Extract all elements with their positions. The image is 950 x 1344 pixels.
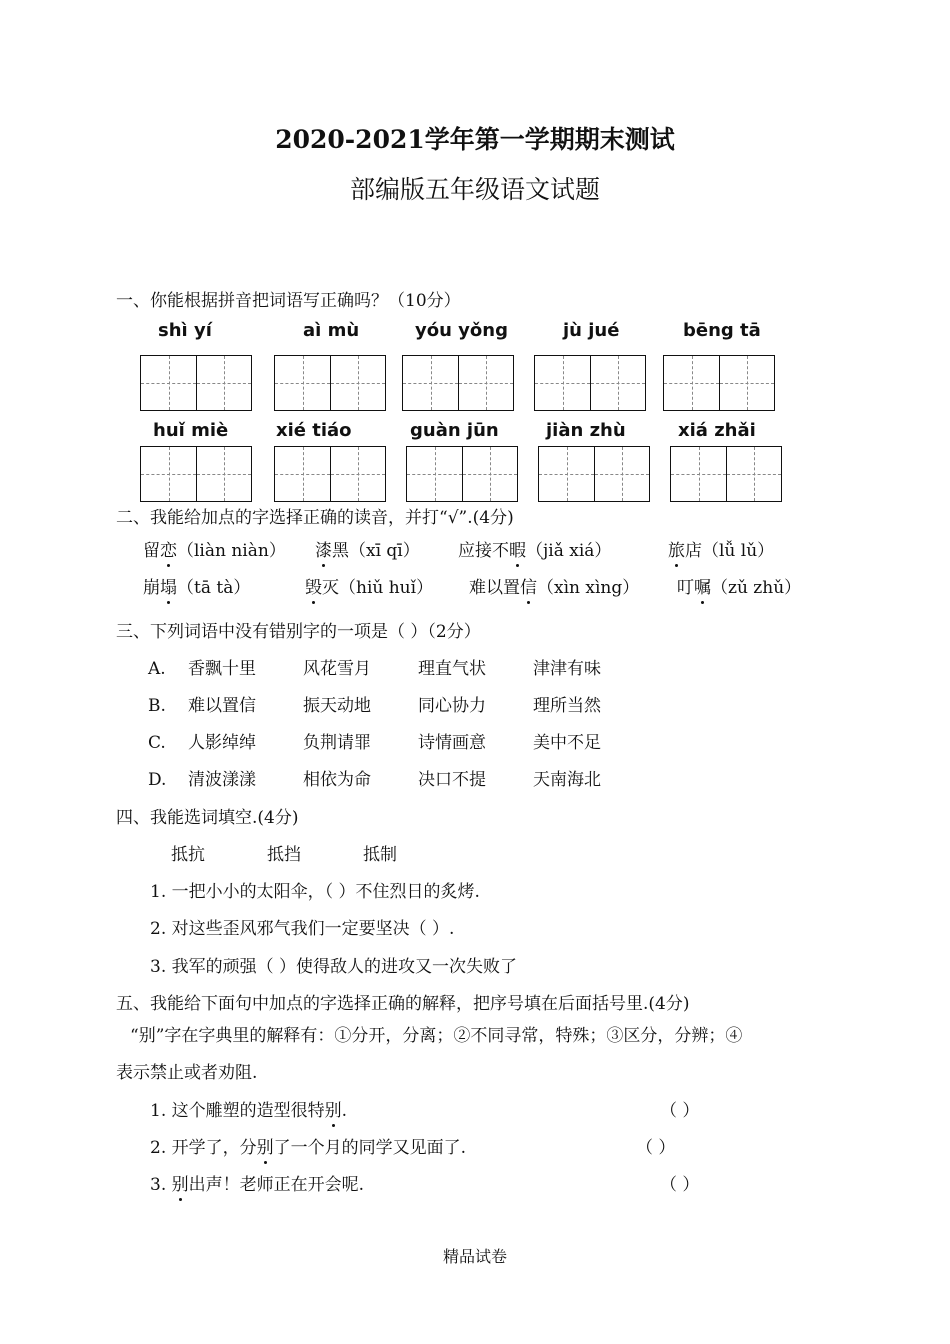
reading-options[interactable]: （lǚ lǔ） bbox=[702, 541, 775, 561]
reading-options[interactable]: （zǔ zhǔ） bbox=[711, 578, 802, 598]
option-word: 风花雪月 bbox=[303, 659, 371, 679]
writing-grid[interactable] bbox=[534, 355, 646, 411]
option-row[interactable] bbox=[148, 691, 648, 716]
pinyin-label: guàn jūn bbox=[410, 420, 499, 441]
reading-item: 应接不暇（jiǎ xiá） bbox=[458, 541, 612, 561]
q5-sentence: 3. 别出声！老师正在开会呢. bbox=[150, 1175, 365, 1195]
option-word: 负荆请罪 bbox=[303, 733, 371, 753]
exam-title: 2020-2021学年第一学期期末测试 bbox=[275, 125, 675, 154]
dotted-char: 旅 bbox=[668, 541, 685, 561]
definition-text: “别”字在字典里的解释有：①分开，分离；②不同寻常，特殊；③区分，分辨；④ bbox=[130, 1026, 743, 1046]
q1-heading: 一、你能根据拼音把词语写正确吗？（10分） bbox=[116, 291, 461, 311]
writing-grid[interactable] bbox=[140, 355, 252, 411]
dotted-char: 暇 bbox=[509, 541, 526, 561]
reading-options[interactable]: （liàn niàn） bbox=[177, 541, 286, 561]
word-choice: 抵抗 bbox=[171, 845, 205, 865]
option-word: 振天动地 bbox=[303, 696, 371, 716]
word-choice: 抵制 bbox=[363, 845, 397, 865]
reading-item: 难以置信（xìn xìng） bbox=[469, 578, 640, 598]
dotted-char: 毁 bbox=[305, 578, 322, 598]
option-word: 难以置信 bbox=[188, 696, 256, 716]
answer-blank[interactable]: （ ） bbox=[660, 1175, 700, 1195]
option-word: 人影绰绰 bbox=[188, 733, 256, 753]
q5-heading: 五、我能给下面句中加点的字选择正确的解释，把序号填在后面括号里.(4分) bbox=[116, 994, 690, 1014]
q3-heading: 三、下列词语中没有错别字的一项是（ ）（2分） bbox=[116, 622, 481, 642]
pinyin-label: aì mù bbox=[303, 320, 360, 341]
reading-options[interactable]: （tā tà） bbox=[177, 578, 251, 598]
dotted-char: 塌 bbox=[160, 578, 177, 598]
exam-subtitle: 部编版五年级语文试题 bbox=[349, 175, 600, 204]
pinyin-label: xiá zhǎi bbox=[678, 420, 756, 441]
reading-item: 漆黑（xī qī） bbox=[315, 541, 420, 561]
option-word: 清波漾漾 bbox=[188, 770, 256, 790]
answer-blank[interactable]: （ ） bbox=[660, 1101, 700, 1121]
reading-options[interactable]: （jiǎ xiá） bbox=[526, 541, 612, 561]
option-label: B. bbox=[148, 696, 166, 716]
option-word: 美中不足 bbox=[533, 733, 601, 753]
option-label: D. bbox=[148, 770, 167, 790]
option-label: A. bbox=[148, 659, 166, 679]
reading-options[interactable]: （xìn xìng） bbox=[537, 578, 640, 598]
option-row[interactable] bbox=[148, 654, 648, 679]
writing-grid[interactable] bbox=[274, 446, 386, 502]
writing-grid[interactable] bbox=[663, 355, 775, 411]
pinyin-label: shì yí bbox=[158, 320, 212, 341]
option-word: 理直气状 bbox=[418, 659, 486, 679]
reading-options[interactable]: （xī qī） bbox=[349, 541, 420, 561]
writing-grid[interactable] bbox=[140, 446, 252, 502]
q5-sentence: 2. 开学了，分别了一个月的同学又见面了. bbox=[150, 1138, 467, 1158]
reading-item: 崩塌（tā tà） bbox=[143, 578, 251, 598]
option-label: C. bbox=[148, 733, 166, 753]
reading-item: 留恋（liàn niàn） bbox=[143, 541, 286, 561]
option-word: 津津有味 bbox=[533, 659, 601, 679]
q2-heading: 二、我能给加点的字选择正确的读音，并打“√”.(4分) bbox=[116, 508, 514, 528]
word-choice: 抵挡 bbox=[267, 845, 301, 865]
option-row[interactable] bbox=[148, 765, 648, 790]
writing-grid[interactable] bbox=[670, 446, 782, 502]
dotted-char: 漆 bbox=[315, 541, 332, 561]
dotted-char: 别 bbox=[171, 1175, 189, 1195]
pinyin-label: jù jué bbox=[563, 320, 620, 341]
option-row[interactable] bbox=[148, 728, 648, 753]
reading-item: 旅店（lǚ lǔ） bbox=[668, 541, 775, 561]
dotted-char: 信 bbox=[520, 578, 537, 598]
writing-grid[interactable] bbox=[402, 355, 514, 411]
dotted-char: 嘱 bbox=[694, 578, 711, 598]
option-word: 天南海北 bbox=[533, 770, 601, 790]
pinyin-label: bēng tā bbox=[683, 320, 761, 341]
pinyin-label: xié tiáo bbox=[276, 420, 352, 441]
fill-sentence[interactable]: 1. 一把小小的太阳伞，（ ）不住烈日的炙烤. bbox=[150, 882, 480, 902]
reading-item: 叮嘱（zǔ zhǔ） bbox=[677, 578, 802, 598]
reading-options[interactable]: （hiǔ huǐ） bbox=[339, 578, 434, 598]
dotted-char: 别 bbox=[324, 1101, 342, 1121]
writing-grid[interactable] bbox=[274, 355, 386, 411]
dotted-char: 别 bbox=[256, 1138, 274, 1158]
q4-heading: 四、我能选词填空.(4分) bbox=[116, 808, 299, 828]
option-word: 香飘十里 bbox=[188, 659, 256, 679]
pinyin-label: jiàn zhù bbox=[546, 420, 626, 441]
answer-blank[interactable]: （ ） bbox=[636, 1138, 676, 1158]
dotted-char: 恋 bbox=[160, 541, 177, 561]
option-word: 相依为命 bbox=[303, 770, 371, 790]
pinyin-label: huǐ miè bbox=[153, 420, 229, 441]
writing-grid[interactable] bbox=[406, 446, 518, 502]
fill-sentence[interactable]: 2. 对这些歪风邪气我们一定要坚决（ ）. bbox=[150, 919, 455, 939]
option-word: 诗情画意 bbox=[418, 733, 486, 753]
pinyin-label: yóu yǒng bbox=[415, 320, 508, 341]
definition-text: 表示禁止或者劝阻. bbox=[116, 1063, 258, 1083]
option-word: 决口不提 bbox=[418, 770, 486, 790]
option-word: 理所当然 bbox=[533, 696, 601, 716]
page-footer: 精品试卷 bbox=[442, 1247, 507, 1266]
reading-item: 毁灭（hiǔ huǐ） bbox=[305, 578, 434, 598]
fill-sentence[interactable]: 3. 我军的顽强（ ）使得敌人的进攻又一次失败了 bbox=[150, 957, 518, 977]
writing-grid[interactable] bbox=[538, 446, 650, 502]
option-word: 同心协力 bbox=[418, 696, 486, 716]
q5-sentence: 1. 这个雕塑的造型很特别. bbox=[150, 1101, 348, 1121]
